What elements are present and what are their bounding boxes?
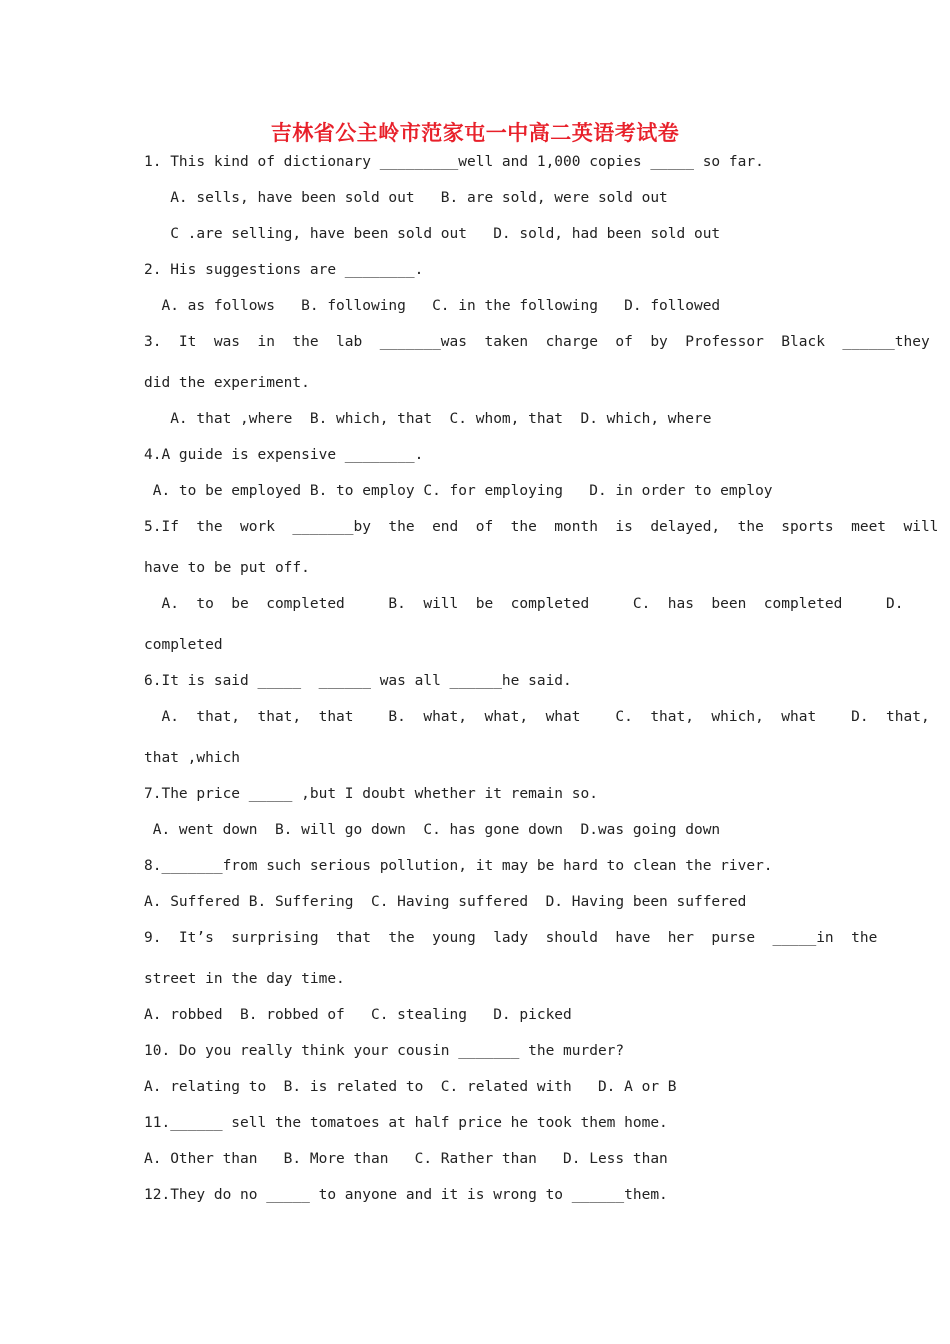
question-9-continued: street in the day time.	[144, 971, 345, 987]
question-3-continued: did the experiment.	[144, 375, 310, 391]
question-5-continued: have to be put off.	[144, 560, 310, 576]
question-9: 9. It’s surprising that the young lady should have her purse _____in the	[144, 930, 878, 946]
question-11: 11.______ sell the tomatoes at half price he took them home.	[144, 1115, 668, 1131]
question-11-options: A. Other than B. More than C. Rather than D. Less than	[144, 1151, 668, 1167]
question-1: 1. This kind of dictionary _________well and 1,000 copies _____ so far.	[144, 154, 764, 170]
question-3-options: A. that ,where B. which, that C. whom, that D. which, where	[144, 411, 712, 427]
question-5-options-continued: completed	[144, 637, 223, 653]
question-12: 12.They do no _____ to anyone and it is wrong to ______them.	[144, 1187, 668, 1203]
question-9-options: A. robbed B. robbed of C. stealing D. picked	[144, 1007, 572, 1023]
question-2-options: A. as follows B. following C. in the following D. followed	[144, 298, 721, 314]
question-4: 4.A guide is expensive ________.	[144, 447, 424, 463]
question-1-options-ab: A. sells, have been sold out B. are sold, were sold out	[144, 190, 668, 206]
question-6-options: A. that, that, that B. what, what, what C. that, which, what D. that,	[144, 709, 930, 725]
question-10-options: A. relating to B. is related to C. related with D. A or B	[144, 1079, 677, 1095]
question-6: 6.It is said _____ ______ was all ______he said.	[144, 673, 572, 689]
question-10: 10. Do you really think your cousin _______ the murder?	[144, 1043, 625, 1059]
question-4-options: A. to be employed B. to employ C. for employing D. in order to employ	[144, 483, 773, 499]
question-3: 3. It was in the lab _______was taken charge of by Professor Black ______they	[144, 334, 930, 350]
question-2: 2. His suggestions are ________.	[144, 262, 424, 278]
question-5-options: A. to be completed B. will be completed C. has been completed D.	[144, 596, 904, 612]
question-8: 8._______from such serious pollution, it may be hard to clean the river.	[144, 858, 773, 874]
question-5: 5.If the work _______by the end of the month is delayed, the sports meet will	[144, 519, 939, 535]
question-7: 7.The price _____ ,but I doubt whether it remain so.	[144, 786, 598, 802]
question-6-options-continued: that ,which	[144, 750, 241, 766]
question-8-options: A. Suffered B. Suffering C. Having suffered D. Having been suffered	[144, 894, 747, 910]
exam-title: 吉林省公主岭市范家屯一中高二英语考试卷	[270, 120, 680, 145]
question-1-options-cd: C .are selling, have been sold out D. sold, had been sold out	[144, 226, 721, 242]
question-7-options: A. went down B. will go down C. has gone down D.was going down	[144, 822, 721, 838]
